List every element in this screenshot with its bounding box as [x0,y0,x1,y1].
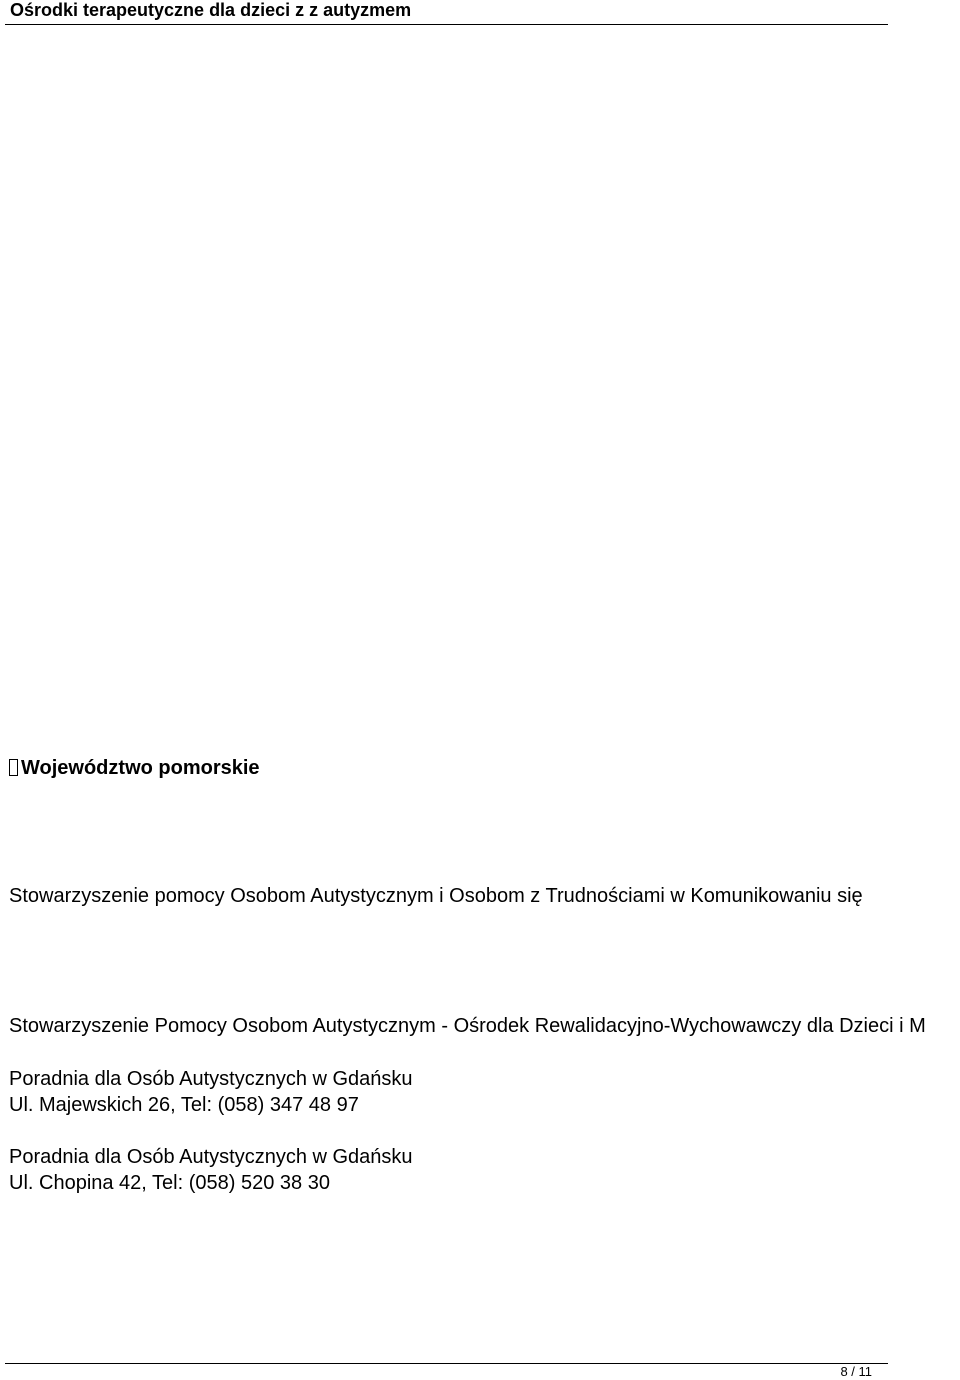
section-heading-text: Województwo pomorskie [21,757,260,779]
page-number: 8 / 11 [840,1364,872,1379]
clinic-name-2: Poradnia dla Osób Autystycznych w Gdańsku [9,1146,413,1168]
clinic-address-1: Ul. Majewskich 26, Tel: (058) 347 48 97 [9,1094,359,1116]
section-heading [9,757,260,779]
missing-glyph-icon [9,759,18,776]
organization-name-1: Stowarzyszenie pomocy Osobom Autystycznym i Osobom z Trudnościami w Komunikowaniu się [9,885,863,907]
header-divider [5,24,888,25]
document-header-title: Ośrodki terapeutyczne dla dzieci z z autyzmem [10,0,412,20]
clinic-name-1: Poradnia dla Osób Autystycznych w Gdańsku [9,1068,413,1090]
footer-divider [5,1363,888,1364]
clinic-address-2: Ul. Chopina 42, Tel: (058) 520 38 30 [9,1172,330,1194]
organization-name-2: Stowarzyszenie Pomocy Osobom Autystycznym - Ośrodek Rewalidacyjno-Wychowawczy dla Dzieci i M [9,1015,926,1037]
